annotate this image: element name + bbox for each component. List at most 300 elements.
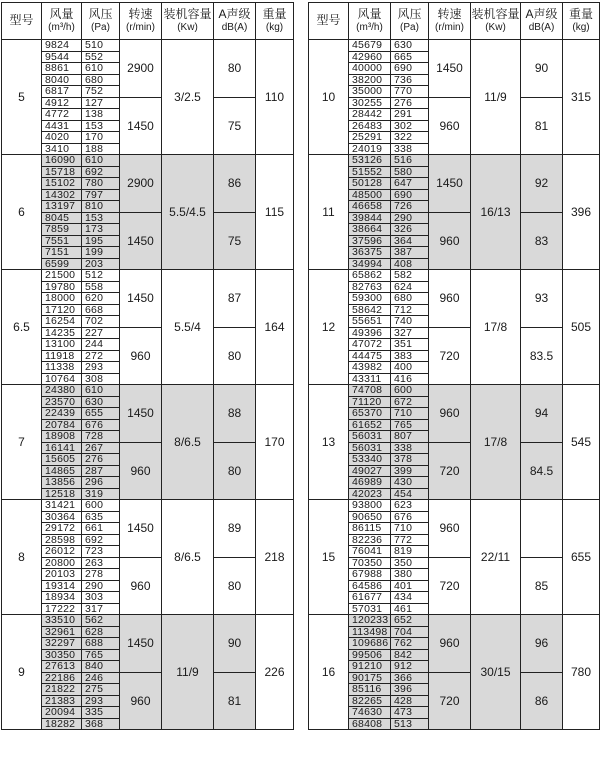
noise-cell: 80 <box>214 557 256 615</box>
pressure-cell: 623 <box>391 500 429 512</box>
airflow-cell: 15718 <box>42 166 82 178</box>
pressure-cell: 138 <box>82 109 120 121</box>
pressure-cell: 752 <box>82 86 120 98</box>
airflow-cell: 25291 <box>349 132 391 144</box>
pressure-cell: 780 <box>82 178 120 190</box>
pressure-cell: 153 <box>82 120 120 132</box>
speed-header: 转速 (r/min) <box>429 3 471 40</box>
pressure-cell: 912 <box>391 661 429 673</box>
pressure-cell: 188 <box>82 143 120 155</box>
airflow-cell: 21383 <box>42 695 82 707</box>
noise-cell: 87 <box>214 270 256 328</box>
speed-cell: 1450 <box>120 500 162 558</box>
airflow-cell: 91210 <box>349 661 391 673</box>
pressure-cell: 428 <box>391 695 429 707</box>
speed-cell: 2900 <box>120 40 162 98</box>
speed-cell: 1450 <box>120 212 162 270</box>
pressure-cell: 630 <box>82 396 120 408</box>
pressure-cell: 319 <box>82 488 120 500</box>
model-cell: 12 <box>309 270 349 385</box>
airflow-cell: 35000 <box>349 86 391 98</box>
pressure-cell: 244 <box>82 339 120 351</box>
airflow-cell: 53340 <box>349 454 391 466</box>
airflow-cell: 4912 <box>42 97 82 109</box>
speed-cell: 960 <box>429 500 471 558</box>
pressure-cell: 624 <box>391 281 429 293</box>
airflow-cell: 45679 <box>349 40 391 52</box>
airflow-cell: 36375 <box>349 247 391 259</box>
airflow-cell: 9824 <box>42 40 82 52</box>
pressure-cell: 842 <box>391 649 429 661</box>
airflow-cell: 61652 <box>349 419 391 431</box>
airflow-cell: 42023 <box>349 488 391 500</box>
pressure-cell: 762 <box>391 638 429 650</box>
pressure-cell: 736 <box>391 74 429 86</box>
airflow-cell: 82236 <box>349 534 391 546</box>
airflow-cell: 13197 <box>42 201 82 213</box>
pressure-cell: 652 <box>391 615 429 627</box>
airflow-cell: 16090 <box>42 155 82 167</box>
pressure-cell: 676 <box>82 419 120 431</box>
weight-cell: 780 <box>563 615 600 730</box>
pressure-cell: 293 <box>82 362 120 374</box>
airflow-cell: 15605 <box>42 454 82 466</box>
pressure-cell: 351 <box>391 339 429 351</box>
table-row <box>309 155 600 167</box>
airflow-cell: 8861 <box>42 63 82 75</box>
pressure-cell: 296 <box>82 477 120 489</box>
power-cell: 3/2.5 <box>162 40 214 155</box>
power-header: 装机容量 (Kw) <box>162 3 214 40</box>
model-cell: 13 <box>309 385 349 500</box>
pressure-cell: 647 <box>391 178 429 190</box>
noise-cell: 94 <box>521 385 563 443</box>
speed-cell: 960 <box>429 385 471 443</box>
model-cell: 11 <box>309 155 349 270</box>
airflow-cell: 49396 <box>349 327 391 339</box>
airflow-cell: 29172 <box>42 523 82 535</box>
airflow-cell: 20094 <box>42 707 82 719</box>
power-cell: 5.5/4.5 <box>162 155 214 270</box>
airflow-cell: 32297 <box>42 638 82 650</box>
airflow-cell: 19314 <box>42 580 82 592</box>
power-cell: 30/15 <box>471 615 521 730</box>
airflow-cell: 11918 <box>42 350 82 362</box>
table-row <box>2 672 294 684</box>
pressure-cell: 665 <box>391 51 429 63</box>
model-cell: 10 <box>309 40 349 155</box>
speed-cell: 720 <box>429 442 471 500</box>
weight-cell: 115 <box>256 155 294 270</box>
airflow-cell: 99506 <box>349 649 391 661</box>
airflow-cell: 7859 <box>42 224 82 236</box>
pressure-cell: 173 <box>82 224 120 236</box>
airflow-cell: 82265 <box>349 695 391 707</box>
pressure-cell: 267 <box>82 442 120 454</box>
table-row <box>309 385 600 397</box>
pressure-cell: 246 <box>82 672 120 684</box>
pressure-cell: 203 <box>82 258 120 270</box>
pressure-cell: 672 <box>391 396 429 408</box>
pressure-header: 风压 (Pa) <box>391 3 429 40</box>
airflow-cell: 9544 <box>42 51 82 63</box>
airflow-cell: 20103 <box>42 569 82 581</box>
table-row <box>2 212 294 224</box>
airflow-cell: 42960 <box>349 51 391 63</box>
weight-cell: 396 <box>563 155 600 270</box>
model-header: 型号 <box>2 3 42 40</box>
airflow-cell: 38664 <box>349 224 391 236</box>
noise-cell: 81 <box>214 672 256 730</box>
airflow-cell: 30364 <box>42 511 82 523</box>
pressure-cell: 676 <box>391 511 429 523</box>
airflow-cell: 68408 <box>349 718 391 730</box>
fan-spec-table-right <box>308 2 600 730</box>
pressure-cell: 702 <box>82 316 120 328</box>
airflow-cell: 85116 <box>349 684 391 696</box>
model-cell: 6.5 <box>2 270 42 385</box>
pressure-cell: 661 <box>82 523 120 535</box>
pressure-cell: 610 <box>82 63 120 75</box>
pressure-cell: 227 <box>82 327 120 339</box>
airflow-cell: 65370 <box>349 408 391 420</box>
model-cell: 7 <box>2 385 42 500</box>
table-row <box>309 327 600 339</box>
pressure-cell: 287 <box>82 465 120 477</box>
airflow-cell: 13100 <box>42 339 82 351</box>
airflow-cell: 18908 <box>42 431 82 443</box>
speed-cell: 960 <box>429 212 471 270</box>
pressure-cell: 680 <box>391 293 429 305</box>
weight-cell: 505 <box>563 270 600 385</box>
pressure-cell: 628 <box>82 626 120 638</box>
airflow-cell: 65862 <box>349 270 391 282</box>
airflow-cell: 8040 <box>42 74 82 86</box>
weight-cell: 315 <box>563 40 600 155</box>
speed-cell: 1450 <box>429 40 471 98</box>
airflow-cell: 17120 <box>42 304 82 316</box>
noise-cell: 88 <box>214 385 256 443</box>
pressure-cell: 620 <box>82 293 120 305</box>
pressure-cell: 408 <box>391 258 429 270</box>
pressure-cell: 765 <box>82 649 120 661</box>
airflow-cell: 50128 <box>349 178 391 190</box>
pressure-cell: 630 <box>391 40 429 52</box>
pressure-cell: 278 <box>82 569 120 581</box>
model-cell: 8 <box>2 500 42 615</box>
weight-cell: 170 <box>256 385 294 500</box>
speed-header: 转速 (r/min) <box>120 3 162 40</box>
airflow-cell: 30350 <box>42 649 82 661</box>
noise-cell: 93 <box>521 270 563 328</box>
airflow-cell: 76041 <box>349 546 391 558</box>
pressure-cell: 364 <box>391 235 429 247</box>
pressure-cell: 308 <box>82 373 120 385</box>
airflow-cell: 28598 <box>42 534 82 546</box>
speed-cell: 960 <box>120 442 162 500</box>
airflow-cell: 90175 <box>349 672 391 684</box>
airflow-cell: 38200 <box>349 74 391 86</box>
airflow-cell: 74708 <box>349 385 391 397</box>
pressure-cell: 600 <box>391 385 429 397</box>
pressure-cell: 600 <box>82 500 120 512</box>
airflow-cell: 32961 <box>42 626 82 638</box>
airflow-cell: 7551 <box>42 235 82 247</box>
pressure-cell: 327 <box>391 327 429 339</box>
pressure-cell: 510 <box>82 40 120 52</box>
noise-header: A声级 dB(A) <box>521 3 563 40</box>
noise-cell: 86 <box>214 155 256 213</box>
airflow-cell: 46658 <box>349 201 391 213</box>
noise-cell: 84.5 <box>521 442 563 500</box>
pressure-cell: 350 <box>391 557 429 569</box>
pressure-cell: 338 <box>391 442 429 454</box>
table-row <box>309 40 600 52</box>
noise-cell: 83.5 <box>521 327 563 385</box>
pressure-cell: 723 <box>82 546 120 558</box>
pressure-cell: 710 <box>391 408 429 420</box>
noise-cell: 80 <box>214 40 256 98</box>
airflow-cell: 28442 <box>349 109 391 121</box>
pressure-cell: 690 <box>391 63 429 75</box>
pressure-cell: 291 <box>391 109 429 121</box>
airflow-cell: 14865 <box>42 465 82 477</box>
model-header: 型号 <box>309 3 349 40</box>
airflow-cell: 16141 <box>42 442 82 454</box>
pressure-cell: 366 <box>391 672 429 684</box>
airflow-cell: 56031 <box>349 431 391 443</box>
pressure-cell: 655 <box>82 408 120 420</box>
airflow-cell: 13856 <box>42 477 82 489</box>
airflow-cell: 34994 <box>349 258 391 270</box>
airflow-cell: 6599 <box>42 258 82 270</box>
airflow-cell: 23570 <box>42 396 82 408</box>
table-row <box>309 270 600 282</box>
airflow-cell: 19780 <box>42 281 82 293</box>
airflow-cell: 22439 <box>42 408 82 420</box>
airflow-cell: 86115 <box>349 523 391 535</box>
pressure-cell: 461 <box>391 603 429 615</box>
airflow-cell: 24019 <box>349 143 391 155</box>
airflow-cell: 6817 <box>42 86 82 98</box>
airflow-cell: 113498 <box>349 626 391 638</box>
pressure-cell: 610 <box>82 155 120 167</box>
pressure-cell: 153 <box>82 212 120 224</box>
pressure-cell: 290 <box>391 212 429 224</box>
airflow-cell: 14302 <box>42 189 82 201</box>
pressure-cell: 434 <box>391 592 429 604</box>
pressure-cell: 840 <box>82 661 120 673</box>
airflow-cell: 18934 <box>42 592 82 604</box>
airflow-cell: 16254 <box>42 316 82 328</box>
table-row <box>309 442 600 454</box>
pressure-cell: 199 <box>82 247 120 259</box>
pressure-cell: 195 <box>82 235 120 247</box>
airflow-cell: 4772 <box>42 109 82 121</box>
speed-cell: 2900 <box>120 155 162 213</box>
pressure-cell: 807 <box>391 431 429 443</box>
airflow-cell: 24380 <box>42 385 82 397</box>
speed-cell: 1450 <box>429 155 471 213</box>
weight-cell: 545 <box>563 385 600 500</box>
pressure-cell: 387 <box>391 247 429 259</box>
airflow-cell: 67988 <box>349 569 391 581</box>
pressure-cell: 582 <box>391 270 429 282</box>
airflow-cell: 33510 <box>42 615 82 627</box>
noise-cell: 92 <box>521 155 563 213</box>
pressure-cell: 692 <box>82 166 120 178</box>
power-cell: 8/6.5 <box>162 385 214 500</box>
airflow-cell: 64586 <box>349 580 391 592</box>
pressure-cell: 704 <box>391 626 429 638</box>
speed-cell: 720 <box>429 327 471 385</box>
noise-cell: 83 <box>521 212 563 270</box>
power-cell: 11/9 <box>471 40 521 155</box>
airflow-cell: 3410 <box>42 143 82 155</box>
speed-cell: 1450 <box>120 385 162 443</box>
pressure-cell: 272 <box>82 350 120 362</box>
pressure-cell: 765 <box>391 419 429 431</box>
airflow-cell: 43982 <box>349 362 391 374</box>
pressure-cell: 562 <box>82 615 120 627</box>
table-row <box>2 97 294 109</box>
pressure-cell: 712 <box>391 304 429 316</box>
airflow-cell: 8045 <box>42 212 82 224</box>
power-cell: 5.5/4 <box>162 270 214 385</box>
airflow-cell: 57031 <box>349 603 391 615</box>
pressure-cell: 263 <box>82 557 120 569</box>
pressure-cell: 668 <box>82 304 120 316</box>
airflow-cell: 47072 <box>349 339 391 351</box>
weight-cell: 218 <box>256 500 294 615</box>
speed-cell: 720 <box>429 672 471 730</box>
pressure-cell: 396 <box>391 684 429 696</box>
speed-cell: 720 <box>429 557 471 615</box>
airflow-cell: 18282 <box>42 718 82 730</box>
noise-cell: 86 <box>521 672 563 730</box>
pressure-cell: 170 <box>82 132 120 144</box>
airflow-cell: 59300 <box>349 293 391 305</box>
table-row <box>309 672 600 684</box>
header-row <box>2 3 294 40</box>
airflow-header: 风量 (m³/h) <box>349 3 391 40</box>
pressure-cell: 290 <box>82 580 120 592</box>
airflow-cell: 37596 <box>349 235 391 247</box>
weight-cell: 110 <box>256 40 294 155</box>
power-cell: 8/6.5 <box>162 500 214 615</box>
speed-cell: 1450 <box>120 615 162 673</box>
weight-header: 重量 (kg) <box>256 3 294 40</box>
table-row <box>309 615 600 627</box>
power-cell: 22/11 <box>471 500 521 615</box>
pressure-cell: 513 <box>391 718 429 730</box>
pressure-cell: 710 <box>391 523 429 535</box>
pressure-cell: 338 <box>391 143 429 155</box>
airflow-cell: 30255 <box>349 97 391 109</box>
airflow-cell: 90650 <box>349 511 391 523</box>
airflow-header: 风量 (m³/h) <box>42 3 82 40</box>
pressure-cell: 610 <box>82 385 120 397</box>
airflow-cell: 58642 <box>349 304 391 316</box>
pressure-cell: 819 <box>391 546 429 558</box>
airflow-cell: 31421 <box>42 500 82 512</box>
table-row <box>2 615 294 627</box>
speed-cell: 1450 <box>120 270 162 328</box>
pressure-cell: 728 <box>82 431 120 443</box>
airflow-cell: 17222 <box>42 603 82 615</box>
weight-cell: 655 <box>563 500 600 615</box>
model-cell: 6 <box>2 155 42 270</box>
noise-cell: 81 <box>521 97 563 155</box>
pressure-cell: 473 <box>391 707 429 719</box>
table-row <box>2 40 294 52</box>
pressure-cell: 690 <box>391 189 429 201</box>
pressure-cell: 512 <box>82 270 120 282</box>
pressure-cell: 516 <box>391 155 429 167</box>
pressure-cell: 430 <box>391 477 429 489</box>
pressure-cell: 580 <box>391 166 429 178</box>
pressure-header: 风压 (Pa) <box>82 3 120 40</box>
pressure-cell: 383 <box>391 350 429 362</box>
table-row <box>309 97 600 109</box>
noise-cell <box>521 500 563 558</box>
airflow-cell: 18000 <box>42 293 82 305</box>
weight-cell: 164 <box>256 270 294 385</box>
airflow-cell: 109686 <box>349 638 391 650</box>
pressure-cell: 797 <box>82 189 120 201</box>
pressure-cell: 680 <box>82 74 120 86</box>
noise-cell: 75 <box>214 97 256 155</box>
airflow-cell: 15102 <box>42 178 82 190</box>
airflow-cell: 70350 <box>349 557 391 569</box>
pressure-cell: 552 <box>82 51 120 63</box>
noise-cell: 90 <box>521 40 563 98</box>
power-cell: 16/13 <box>471 155 521 270</box>
airflow-cell: 53126 <box>349 155 391 167</box>
speed-cell: 960 <box>429 97 471 155</box>
speed-cell: 960 <box>120 327 162 385</box>
table-body <box>2 40 294 730</box>
model-cell: 15 <box>309 500 349 615</box>
weight-header: 重量 (kg) <box>563 3 600 40</box>
airflow-cell: 61677 <box>349 592 391 604</box>
pressure-cell: 380 <box>391 569 429 581</box>
table-row <box>2 557 294 569</box>
airflow-cell: 26012 <box>42 546 82 558</box>
airflow-cell: 11338 <box>42 362 82 374</box>
noise-cell: 80 <box>214 327 256 385</box>
airflow-cell: 26483 <box>349 120 391 132</box>
airflow-cell: 40000 <box>349 63 391 75</box>
pressure-cell: 692 <box>82 534 120 546</box>
noise-cell: 75 <box>214 212 256 270</box>
airflow-cell: 56031 <box>349 442 391 454</box>
table-body <box>309 40 600 730</box>
speed-cell: 960 <box>120 557 162 615</box>
airflow-cell: 10764 <box>42 373 82 385</box>
airflow-cell: 4020 <box>42 132 82 144</box>
airflow-cell: 27613 <box>42 661 82 673</box>
airflow-cell: 21822 <box>42 684 82 696</box>
model-cell: 5 <box>2 40 42 155</box>
power-cell: 17/8 <box>471 385 521 500</box>
table-row <box>2 155 294 167</box>
pressure-cell: 378 <box>391 454 429 466</box>
pressure-cell: 416 <box>391 373 429 385</box>
airflow-cell: 48500 <box>349 189 391 201</box>
pressure-cell: 399 <box>391 465 429 477</box>
airflow-cell: 49027 <box>349 465 391 477</box>
